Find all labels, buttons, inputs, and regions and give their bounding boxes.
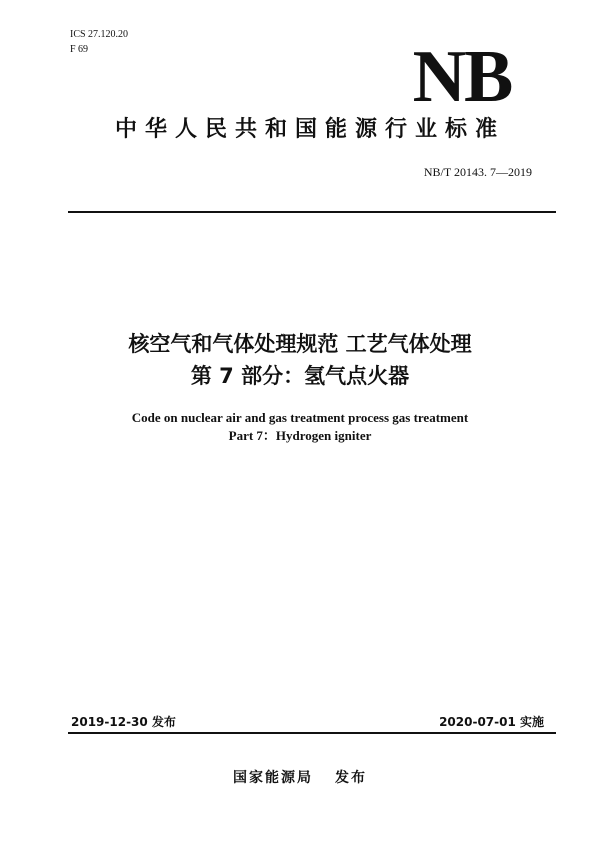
issuer-line xyxy=(0,769,600,787)
top-divider xyxy=(68,211,556,213)
issuer-name: 国家能源局 xyxy=(233,770,313,786)
standard-type-heading: 中华人民共和国能源行业标准 xyxy=(114,117,505,142)
ccs-code: F 69 xyxy=(70,44,89,55)
ics-code: ICS 27.120.20 xyxy=(70,29,129,40)
title-en-line1: Code on nuclear air and gas treatment process gas treatment xyxy=(131,410,469,425)
title-en-line2: Part 7：Hydrogen igniter xyxy=(228,428,372,443)
title-zh-line2: 第 7 部分：氢气点火器 xyxy=(190,364,410,388)
nb-logo: NB xyxy=(412,36,512,118)
title-zh-line1: 核空气和气体处理规范 工艺气体处理 xyxy=(128,332,472,356)
implementation-date: 2020-07-01 实施 xyxy=(439,715,544,729)
standard-number: NB/T 20143. 7—2019 xyxy=(423,165,532,179)
bottom-divider xyxy=(68,732,556,734)
issuer-action: 发布 xyxy=(335,770,367,786)
issue-date: 2019-12-30 发布 xyxy=(71,715,176,729)
